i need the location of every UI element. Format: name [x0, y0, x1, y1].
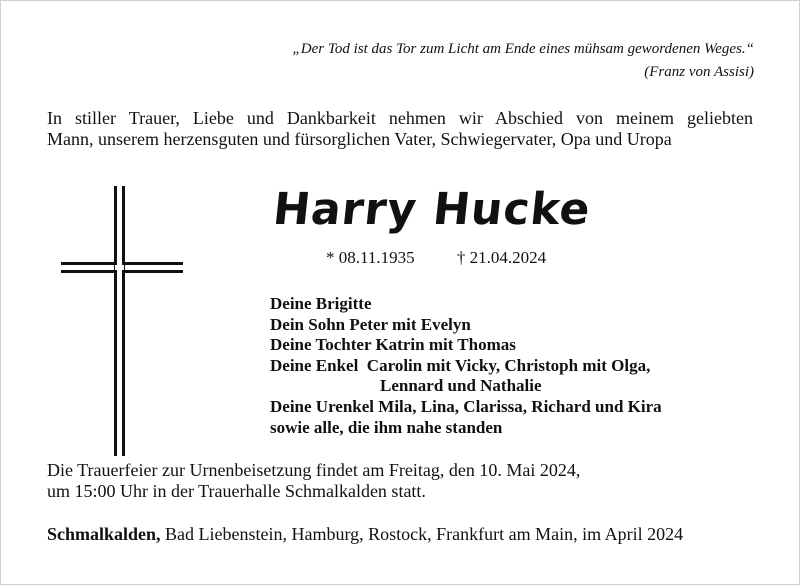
- quote-block: [194, 38, 754, 84]
- mourners-list: [270, 294, 750, 438]
- intro-line-1: In stiller Trauer, Liebe und Dankbarkeit nehmen wir Abschied von meinem geliebten: [47, 108, 753, 128]
- intro-line-2: Mann, unserem herzensguten und fürsorglichen Vater, Schwiegervater, Opa und Uropa: [47, 129, 672, 149]
- birth-date: * 08.11.1935: [326, 248, 415, 267]
- quote-author: (Franz von Assisi): [644, 64, 754, 80]
- ceremony-line-1: Die Trauerfeier zur Urnenbeisetzung findet am Freitag, den 10. Mai 2024,: [47, 460, 581, 480]
- mourner-line: Deine Enkel Carolin mit Vicky, Christoph mit Olga,: [270, 355, 651, 375]
- mourner-line: Deine Urenkel Mila, Lina, Clarissa, Richard und Kira: [270, 396, 662, 416]
- place-rest: Bad Liebenstein, Hamburg, Rostock, Frankfurt am Main, im April 2024: [160, 524, 684, 544]
- mourner-line: Lennard und Nathalie: [380, 376, 542, 396]
- intro-text: [47, 108, 753, 150]
- mourner-line: Deine Tochter Katrin mit Thomas: [270, 335, 516, 355]
- ceremony-line-2: um 15:00 Uhr in der Trauerhalle Schmalkalden statt.: [47, 481, 426, 501]
- cross-icon: [56, 186, 186, 456]
- quote-text: „Der Tod ist das Tor zum Licht am Ende eines mühsam gewordenen Weges.“: [292, 41, 754, 57]
- life-dates: [326, 247, 546, 269]
- mourner-line: Dein Sohn Peter mit Evelyn: [270, 314, 471, 334]
- mourner-line: Deine Brigitte: [270, 294, 372, 313]
- place-and-date: [47, 524, 757, 545]
- place-main: Schmalkalden,: [47, 524, 161, 544]
- death-date: † 21.04.2024: [456, 248, 547, 267]
- ceremony-info: [47, 460, 747, 502]
- mourner-line: sowie alle, die ihm nahe standen: [270, 417, 503, 437]
- deceased-name: Harry Hucke: [270, 184, 594, 235]
